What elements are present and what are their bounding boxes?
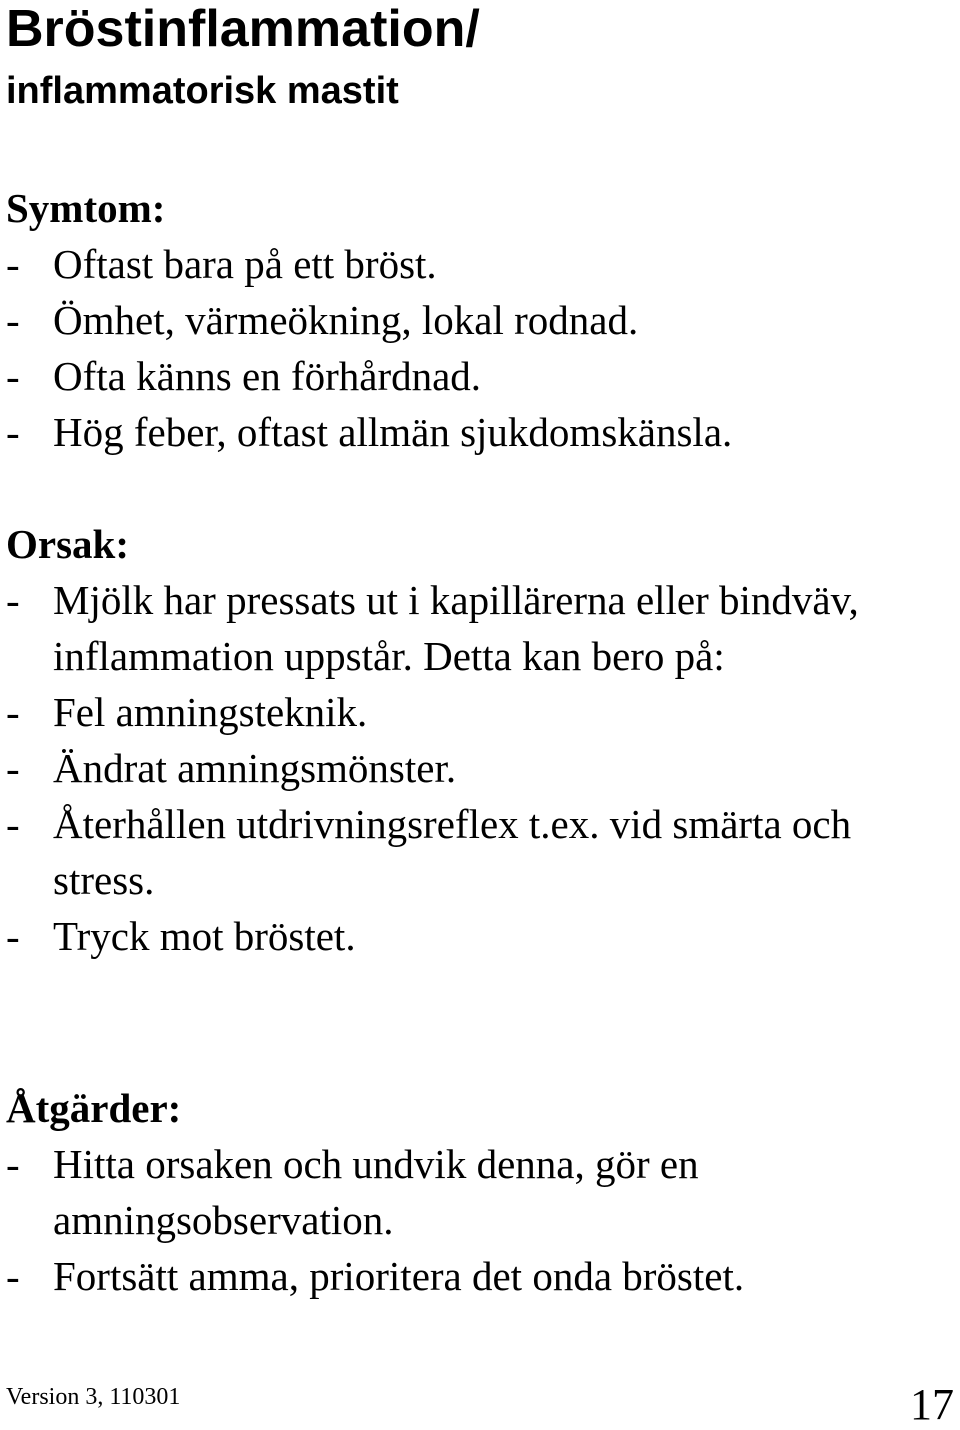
list-dash: -: [6, 1141, 20, 1187]
list-dash: -: [6, 913, 20, 959]
page-subtitle: inflammatorisk mastit: [6, 70, 399, 112]
page-number: 17: [910, 1380, 954, 1429]
list-dash: -: [6, 353, 20, 399]
section-orsak: [6, 516, 951, 964]
list-item: [6, 572, 951, 684]
list-dash: -: [6, 745, 20, 791]
list-item-text: Tryck mot bröstet.: [53, 913, 356, 959]
list-item-text: Mjölk har pressats ut i kapillärerna eller bindväv, inflammation uppstår. Detta kan bero på:: [53, 577, 859, 679]
section-heading-orsak: Orsak:: [6, 521, 129, 567]
list-item-text: Fel amningsteknik.: [53, 689, 368, 735]
footer-version: Version 3, 110301: [6, 1384, 181, 1410]
list-item-text: Fortsätt amma, prioritera det onda bröstet.: [53, 1253, 745, 1299]
list-item: [6, 1136, 951, 1248]
list-item: [6, 1248, 951, 1304]
section-heading-atgarder: Åtgärder:: [6, 1085, 182, 1131]
list-item-text: Ofta känns en förhårdnad.: [53, 353, 482, 399]
list-item: [6, 740, 951, 796]
list-item-text: Hitta orsaken och undvik denna, gör en amningsobservation.: [53, 1141, 699, 1243]
list-item-text: Hög feber, oftast allmän sjukdomskänsla.: [53, 409, 733, 455]
list-dash: -: [6, 1253, 20, 1299]
list-dash: -: [6, 241, 20, 287]
list-item-text: Oftast bara på ett bröst.: [53, 241, 437, 287]
list-dash: -: [6, 297, 20, 343]
list-item-text: Återhållen utdrivningsreflex t.ex. vid smärta och stress.: [53, 801, 852, 903]
list-dash: -: [6, 801, 20, 847]
list-dash: -: [6, 409, 20, 455]
section-symtom: [6, 180, 951, 460]
list-item: [6, 292, 951, 348]
list-item: [6, 908, 951, 964]
list-item: [6, 404, 951, 460]
list-dash: -: [6, 689, 20, 735]
list-item-text: Ömhet, värmeökning, lokal rodnad.: [53, 297, 639, 343]
list-item: [6, 796, 951, 908]
section-heading-symtom: Symtom:: [6, 185, 166, 231]
page-title: Bröstinflammation/: [6, 0, 480, 58]
list-item: [6, 684, 951, 740]
list-item-text: Ändrat amningsmönster.: [53, 745, 457, 791]
list-item: [6, 348, 951, 404]
section-atgarder: [6, 1080, 951, 1304]
list-item: [6, 236, 951, 292]
list-dash: -: [6, 577, 20, 623]
